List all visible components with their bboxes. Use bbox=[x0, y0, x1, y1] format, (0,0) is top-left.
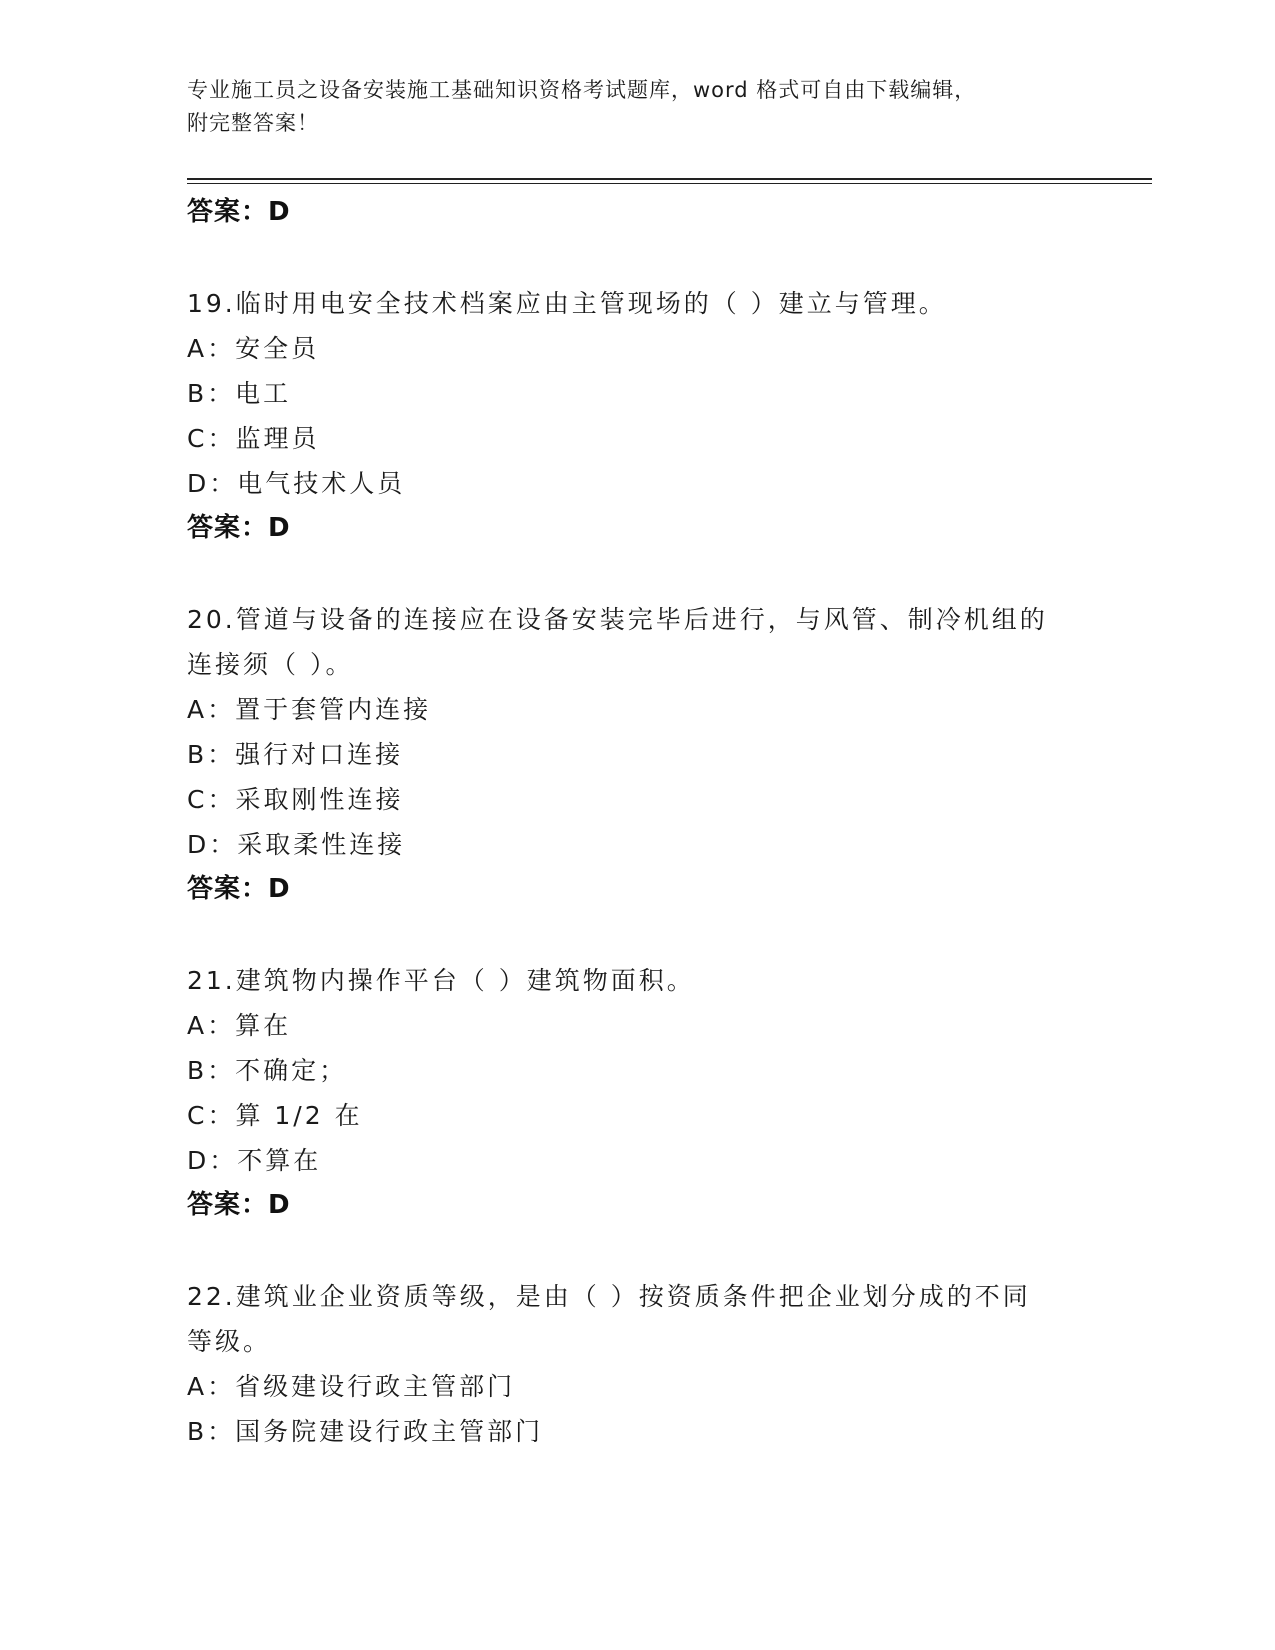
option-b: B：不确定； bbox=[187, 1056, 348, 1085]
question-stem: 22.建筑业企业资质等级，是由（ ）按资质条件把企业划分成的不同 bbox=[187, 1282, 1031, 1311]
document-header bbox=[187, 74, 1067, 140]
question-stem-continued: 等级。 bbox=[187, 1327, 272, 1356]
option-c: C：算 1/2 在 bbox=[187, 1101, 363, 1130]
option-c: C：采取刚性连接 bbox=[187, 785, 404, 814]
question-list bbox=[187, 190, 1087, 1454]
question-22 bbox=[187, 1274, 1087, 1454]
header-line-2: 附完整答案！ bbox=[187, 111, 319, 135]
question-stem: 20.管道与设备的连接应在设备安装完毕后进行，与风管、制冷机组的 bbox=[187, 605, 1048, 634]
answer: 答案：D bbox=[187, 874, 291, 904]
option-b: B：强行对口连接 bbox=[187, 740, 404, 769]
option-d: D：电气技术人员 bbox=[187, 469, 406, 498]
option-b: B：国务院建设行政主管部门 bbox=[187, 1417, 544, 1446]
answer: 答案：D bbox=[187, 1190, 291, 1220]
question-19 bbox=[187, 281, 1087, 551]
option-b: B：电工 bbox=[187, 379, 292, 408]
header-divider-thin bbox=[187, 183, 1152, 184]
question-20 bbox=[187, 597, 1087, 912]
option-d: D：采取柔性连接 bbox=[187, 830, 406, 859]
option-d: D：不算在 bbox=[187, 1146, 322, 1175]
option-a: A：安全员 bbox=[187, 334, 320, 363]
option-c: C：监理员 bbox=[187, 424, 320, 453]
question-stem-continued: 连接须（ ）。 bbox=[187, 650, 354, 679]
option-a: A：省级建设行政主管部门 bbox=[187, 1372, 516, 1401]
question-stem: 21.建筑物内操作平台（ ）建筑物面积。 bbox=[187, 966, 695, 995]
question-21 bbox=[187, 958, 1087, 1228]
option-a: A：置于套管内连接 bbox=[187, 695, 432, 724]
header-divider-thick bbox=[187, 178, 1152, 180]
answer: 答案：D bbox=[187, 513, 291, 543]
header-line-1: 专业施工员之设备安装施工基础知识资格考试题库，word 格式可自由下载编辑， bbox=[187, 78, 977, 102]
option-a: A：算在 bbox=[187, 1011, 292, 1040]
previous-answer: 答案：D bbox=[187, 197, 291, 227]
question-stem: 19.临时用电安全技术档案应由主管现场的（ ）建立与管理。 bbox=[187, 289, 947, 318]
